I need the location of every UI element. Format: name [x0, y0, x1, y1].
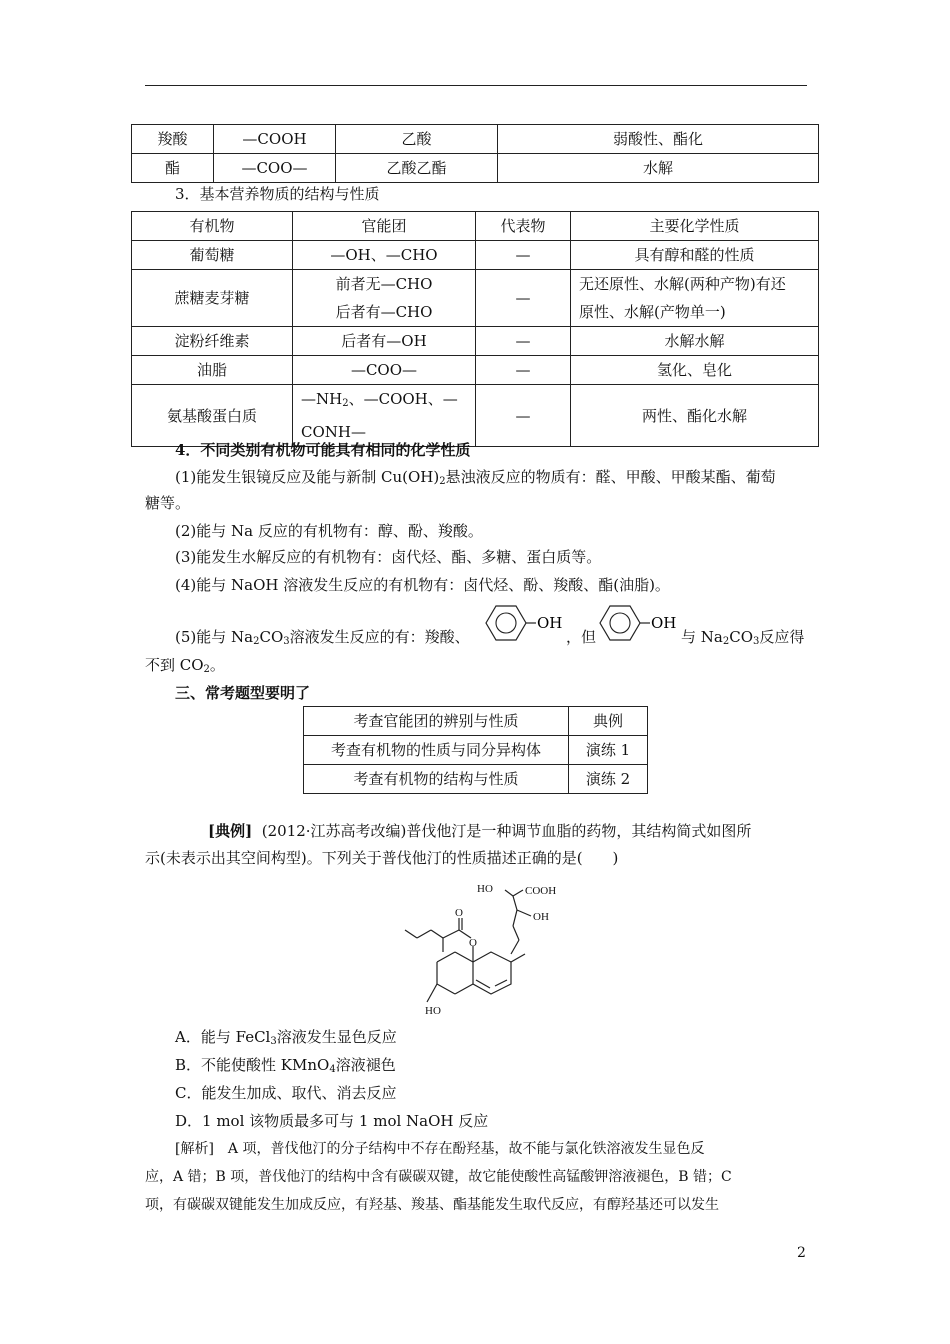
subscript: 3 — [283, 636, 290, 647]
text-span: 悬浊液反应的物质有：醛、甲酸、甲酸某酯、葡萄 — [445, 468, 776, 486]
table-cell: 后者有—OH — [293, 327, 476, 356]
table-header: 主要化学性质 — [571, 212, 819, 241]
table-header: 官能团 — [293, 212, 476, 241]
table-cell: — — [476, 327, 571, 356]
subscript: 2 — [439, 476, 446, 487]
cell-line: 后者有—CHO — [335, 303, 433, 321]
table-cell: — — [476, 385, 571, 447]
subscript: 3 — [270, 1036, 277, 1047]
table-cell: 演练 1 — [569, 736, 648, 765]
table-cell: — — [476, 356, 571, 385]
subscript: 2 — [203, 664, 210, 675]
cooh-label: COOH — [525, 885, 557, 897]
table-cell: —COO— — [293, 356, 476, 385]
hydroxyl-label: OH — [537, 614, 563, 632]
example-source: (2012·江苏高考改编) — [261, 822, 407, 840]
table-row — [132, 154, 819, 183]
pravastatin-structure — [395, 872, 595, 1024]
text-span: (1)能发生银镜反应及能与新制 Cu(OH) — [175, 468, 440, 486]
option-d: D．1 mol 该物质最多可与 1 mol NaOH 反应 — [175, 1112, 489, 1130]
table-header: 代表物 — [476, 212, 571, 241]
cell-line: CONH— — [301, 423, 366, 441]
text-span: 不到 CO — [145, 656, 204, 674]
text-span: 、—COOH、— — [348, 390, 458, 408]
nutrient-table — [131, 211, 819, 447]
text-span: —NH — [301, 390, 343, 408]
table-cell: 考查官能团的辨别与性质 — [304, 707, 569, 736]
table-cell: 弱酸性、酯化 — [498, 125, 819, 154]
table-row — [304, 765, 648, 794]
analysis-line: 项，有碳碳双键能发生加成反应，有羟基、羧基、酯基能发生取代反应，有醇羟基还可以发生 — [145, 1197, 719, 1213]
text-span: (5)能与 Na — [175, 628, 254, 646]
table-row — [132, 356, 819, 385]
analysis-line: [解析] A 项，普伐他汀的分子结构中不存在酚羟基，故不能与氯化铁溶液发生显色反 — [175, 1141, 705, 1157]
section-3-title: 3．基本营养物质的结构与性质 — [175, 185, 380, 203]
table-cell: 水解 — [498, 154, 819, 183]
cell-line: 无还原性、水解(两种产物)有还 — [579, 275, 786, 293]
table-cell: —COO— — [214, 154, 336, 183]
text-span: CO — [259, 628, 284, 646]
text-span: ，但 — [566, 628, 597, 646]
example-line-continued: 示(未表示出其空间构型)。下列关于普伐他汀的性质描述正确的是( ) — [145, 849, 619, 867]
subscript: 3 — [753, 636, 760, 647]
table-cell: —COOH — [214, 125, 336, 154]
table-cell: 羧酸 — [132, 125, 214, 154]
paragraph-continued: 糖等。 — [145, 494, 191, 512]
table-cell: — — [476, 270, 571, 327]
table-cell: 油脂 — [132, 356, 293, 385]
table-cell: 酯 — [132, 154, 214, 183]
text-span: 溶液发生显色反应 — [276, 1028, 397, 1046]
table-cell: 氢化、皂化 — [571, 356, 819, 385]
table-row — [132, 241, 819, 270]
subscript: 2 — [253, 636, 260, 647]
table-cell: 考查有机物的性质与同分异构体 — [304, 736, 569, 765]
text-span: 与 Na — [681, 628, 723, 646]
option-b — [175, 1052, 845, 1083]
cell-line: 前者无—CHO — [335, 275, 433, 293]
question-type-table — [303, 706, 648, 794]
ho-bottom-label: HO — [425, 1005, 441, 1017]
paragraph: (4)能与 NaOH 溶液发生反应的有机物有：卤代烃、酚、羧酸、酯(油脂)。 — [175, 576, 670, 594]
paragraph: (3)能发生水解反应的有机物有：卤代烃、酯、多糖、蛋白质等。 — [175, 548, 602, 566]
carbonyl-o-label: O — [455, 907, 463, 919]
functional-group-table-continued — [131, 124, 819, 183]
table-cell: 两性、酯化水解 — [571, 385, 819, 447]
text-span: 。 — [209, 656, 225, 674]
option-c: C．能发生加成、取代、消去反应 — [175, 1084, 397, 1102]
phenol-structure-2 — [590, 600, 682, 646]
table-cell: 演练 2 — [569, 765, 648, 794]
paragraph: (2)能与 Na 反应的有机物有：醇、酚、羧酸。 — [175, 522, 483, 540]
table-cell: 蔗糖麦芽糖 — [132, 270, 293, 327]
analysis-line: 应，A 错；B 项，普伐他汀的结构中含有碳碳双键，故它能使酸性高锰酸钾溶液褪色，B 错；C — [145, 1169, 732, 1185]
table-cell: 淀粉纤维素 — [132, 327, 293, 356]
page-number: 2 — [797, 1245, 806, 1261]
paragraph-continued — [145, 652, 815, 683]
table-cell: — — [476, 241, 571, 270]
cell-line — [301, 385, 471, 418]
option-a — [175, 1024, 845, 1055]
text-span: 溶液发生反应的有：羧酸、 — [289, 628, 470, 646]
table-cell: 乙酸乙酯 — [336, 154, 498, 183]
table-header: 有机物 — [132, 212, 293, 241]
example-tag: [典例] — [208, 822, 253, 840]
subscript: 2 — [722, 636, 730, 647]
phenol-structure-1 — [476, 600, 568, 646]
table-cell: 葡萄糖 — [132, 241, 293, 270]
table-cell — [293, 270, 476, 327]
table-row — [132, 327, 819, 356]
table-row — [132, 125, 819, 154]
table-cell: 氨基酸蛋白质 — [132, 385, 293, 447]
section-4-title: 4．不同类别有机物可能具有相同的化学性质 — [175, 441, 471, 459]
table-cell: —OH、—CHO — [293, 241, 476, 270]
table-cell: 乙酸 — [336, 125, 498, 154]
example-line — [208, 818, 818, 844]
subscript: 2 — [342, 398, 349, 409]
table-cell: 具有醇和醛的性质 — [571, 241, 819, 270]
oh-right-label: OH — [533, 911, 549, 923]
text-span: CO — [729, 628, 753, 646]
table-cell — [571, 270, 819, 327]
table-row — [132, 270, 819, 327]
section-three-title: 三、常考题型要明了 — [175, 684, 311, 702]
table-header-row — [132, 212, 819, 241]
ester-o-label: O — [469, 937, 477, 949]
text-span: 普伐他汀是一种调节血脂的药物，其结构简式如图所 — [406, 822, 752, 840]
text-span: A．能与 FeCl — [175, 1028, 271, 1046]
header-rule — [145, 85, 807, 86]
table-row — [304, 736, 648, 765]
table-cell: 水解水解 — [571, 327, 819, 356]
paragraph — [681, 624, 811, 655]
ho-top-label: HO — [477, 883, 493, 895]
cell-line: 原性、水解(产物单一) — [579, 303, 726, 321]
hydroxyl-label: OH — [651, 614, 677, 632]
text-span: 溶液褪色 — [335, 1056, 396, 1074]
table-cell: 考查有机物的结构与性质 — [304, 765, 569, 794]
text-span: B．不能使酸性 KMnO — [175, 1056, 330, 1074]
table-row — [304, 707, 648, 736]
text-span: 反应得 — [759, 628, 805, 646]
subscript: 4 — [329, 1064, 336, 1075]
table-cell: 典例 — [569, 707, 648, 736]
